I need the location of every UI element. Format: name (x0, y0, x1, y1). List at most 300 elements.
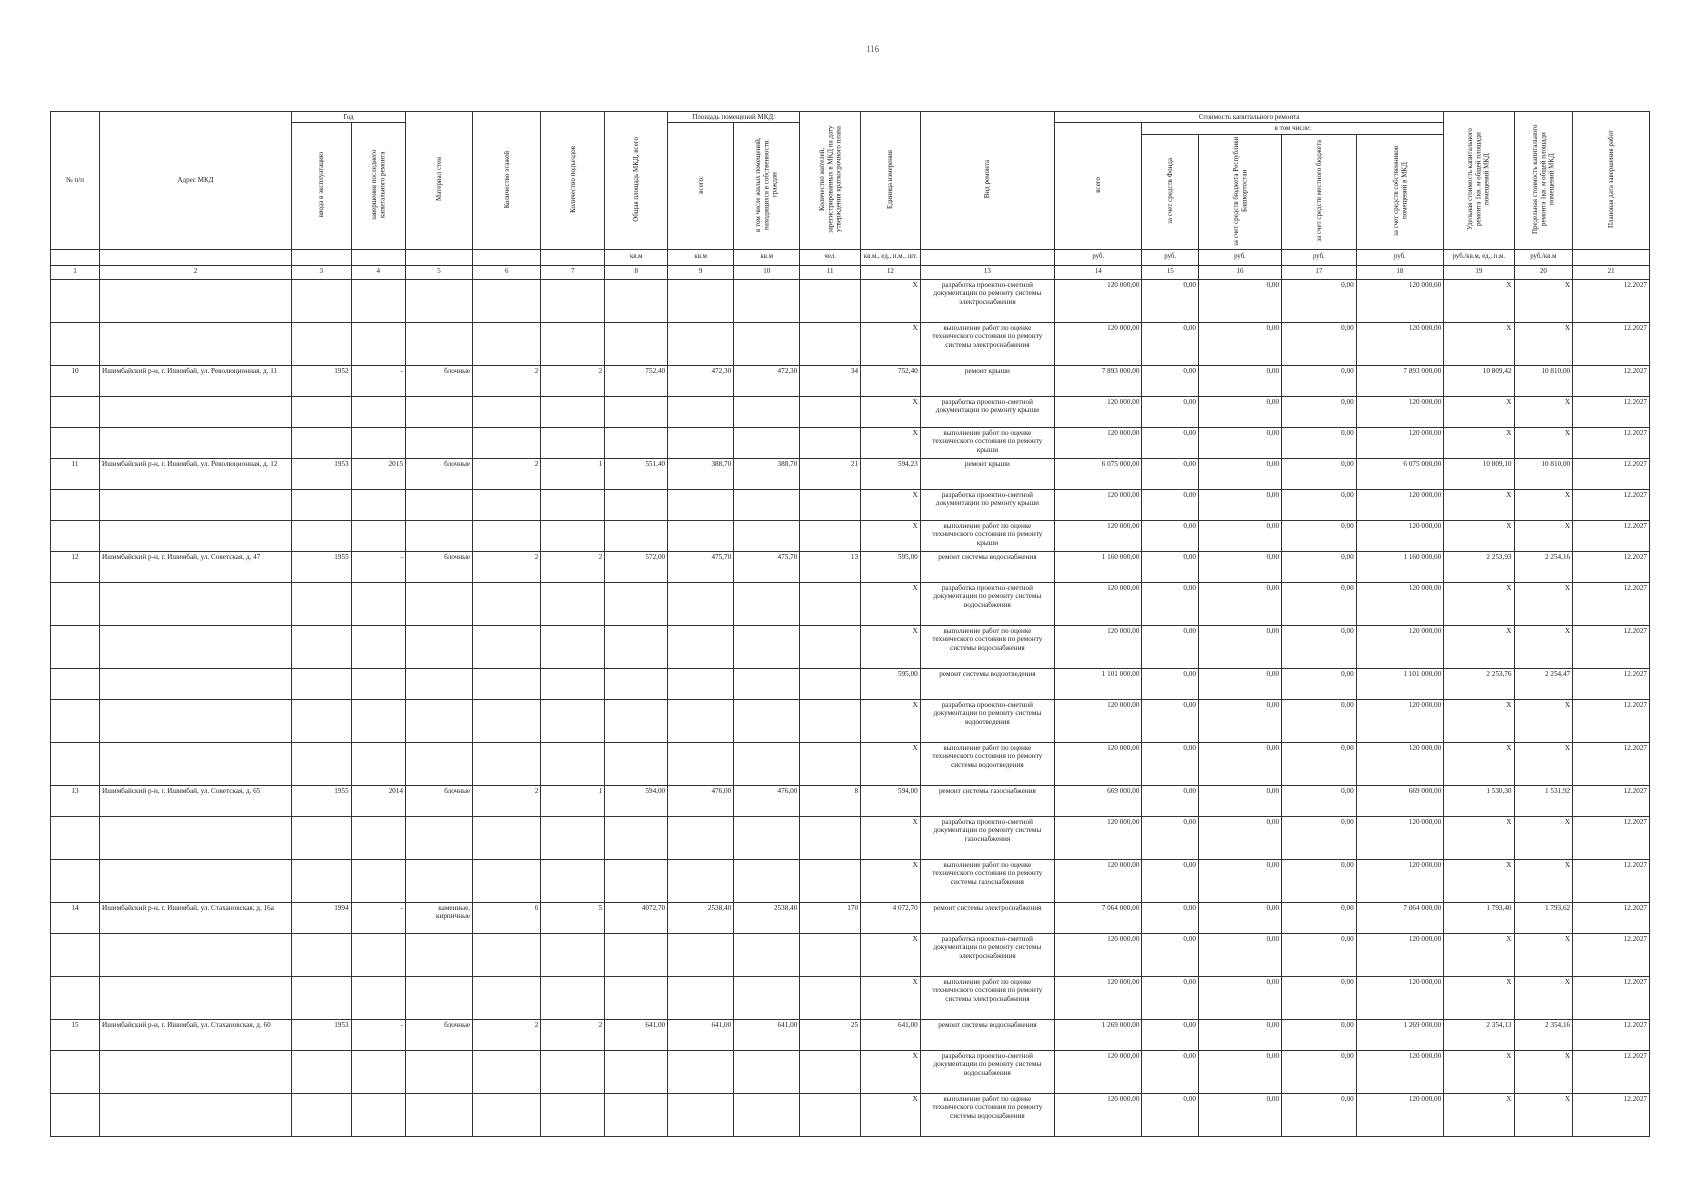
cost-owners-cell: 120 000,00 (1356, 933, 1443, 976)
total-area-cell: 4072,70 (605, 902, 668, 933)
premises-residential-cell (734, 816, 800, 859)
total-area-cell (605, 699, 668, 742)
year-last-repair-cell (351, 742, 405, 785)
entrances-cell (541, 1050, 605, 1093)
premises-residential-cell: 476,00 (734, 785, 800, 816)
address-cell: Ишимбайский р-н, г. Ишимбай, ул. Стахановская, д. 60 (100, 1019, 292, 1050)
planned-date-cell: 12.2027 (1573, 699, 1650, 742)
premises-residential-cell (734, 582, 800, 625)
residents-cell: 13 (800, 551, 861, 582)
year-last-repair-cell (351, 279, 405, 322)
column-index: 20 (1514, 265, 1573, 279)
wall-material-cell: блочные (405, 551, 472, 582)
cost-region-cell: 0,00 (1198, 699, 1281, 742)
planned-date-cell: 12.2027 (1573, 322, 1650, 365)
cost-region-cell: 0,00 (1198, 279, 1281, 322)
row-number-cell (51, 668, 100, 699)
planned-date-cell: 12.2027 (1573, 396, 1650, 427)
premises-residential-cell (734, 976, 800, 1019)
specific-cost-cell: X (1444, 489, 1514, 520)
cost-owners-cell: 120 000,00 (1356, 859, 1443, 902)
unit-cell: кв.м., ед., п.м., шт. (861, 249, 921, 265)
premises-residential-cell (734, 699, 800, 742)
entrances-cell (541, 976, 605, 1019)
quantity-cell: X (861, 582, 921, 625)
header-max-cost: Предельная стоимость капитального ремонта 1кв. м общей площади помещений МКД (1514, 112, 1573, 250)
premises-residential-cell (734, 520, 800, 551)
max-cost-cell: X (1514, 816, 1573, 859)
header-n: № п/п (51, 112, 100, 250)
wall-material-cell (405, 396, 472, 427)
floors-cell (473, 625, 541, 668)
premises-residential-cell (734, 396, 800, 427)
quantity-cell: X (861, 1093, 921, 1136)
cost-total-cell: 120 000,00 (1055, 976, 1142, 1019)
unit-cell: чел. (800, 249, 861, 265)
cost-local-cell: 0,00 (1282, 742, 1357, 785)
premises-residential-cell: 388,70 (734, 458, 800, 489)
premises-residential-cell (734, 1050, 800, 1093)
specific-cost-cell: 2 253,76 (1444, 668, 1514, 699)
row-number-cell: 14 (51, 902, 100, 933)
cost-fund-cell: 0,00 (1142, 625, 1198, 668)
premises-residential-cell (734, 279, 800, 322)
premises-residential-cell (734, 1093, 800, 1136)
row-number-cell (51, 859, 100, 902)
premises-total-cell (668, 668, 734, 699)
year-commission-cell (291, 668, 351, 699)
cost-fund-cell: 0,00 (1142, 933, 1198, 976)
cost-fund-cell: 0,00 (1142, 322, 1198, 365)
premises-total-cell (668, 859, 734, 902)
residents-cell: 170 (800, 902, 861, 933)
row-number-cell (51, 489, 100, 520)
cost-local-cell: 0,00 (1282, 625, 1357, 668)
table-row (51, 785, 1650, 816)
residents-cell (800, 322, 861, 365)
column-index: 14 (1055, 265, 1142, 279)
total-area-cell (605, 427, 668, 458)
entrances-cell (541, 427, 605, 458)
specific-cost-cell: X (1444, 1093, 1514, 1136)
table-row (51, 976, 1650, 1019)
max-cost-cell: X (1514, 1093, 1573, 1136)
premises-total-cell (668, 1093, 734, 1136)
year-last-repair-cell: - (351, 1019, 405, 1050)
year-commission-cell (291, 279, 351, 322)
cost-total-cell: 120 000,00 (1055, 859, 1142, 902)
specific-cost-cell: X (1444, 699, 1514, 742)
residents-cell (800, 668, 861, 699)
max-cost-cell: X (1514, 933, 1573, 976)
unit-cell (100, 249, 292, 265)
address-cell (100, 742, 292, 785)
premises-residential-cell: 2538,40 (734, 902, 800, 933)
wall-material-cell (405, 933, 472, 976)
cost-owners-cell: 120 000,00 (1356, 699, 1443, 742)
max-cost-cell: 1 531,92 (1514, 785, 1573, 816)
cost-owners-cell: 1 269 000,00 (1356, 1019, 1443, 1050)
floors-cell (473, 489, 541, 520)
year-commission-cell (291, 742, 351, 785)
entrances-cell (541, 933, 605, 976)
header-entrances: Количество подъездов (541, 112, 605, 250)
premises-total-cell (668, 933, 734, 976)
floors-cell (473, 322, 541, 365)
quantity-cell: 594,23 (861, 458, 921, 489)
total-area-cell (605, 742, 668, 785)
address-cell: Ишимбайский р-н, г. Ишимбай, ул. Революционная, д. 12 (100, 458, 292, 489)
repair-type-cell: выполнение работ по оценке технического состояния по ремонту крыши (920, 520, 1054, 551)
cost-fund-cell: 0,00 (1142, 1093, 1198, 1136)
premises-total-cell: 388,70 (668, 458, 734, 489)
max-cost-cell: X (1514, 427, 1573, 458)
floors-cell: 2 (473, 551, 541, 582)
repair-type-cell: выполнение работ по оценке технического состояния по ремонту системы водоснабжения (920, 625, 1054, 668)
max-cost-cell: X (1514, 859, 1573, 902)
wall-material-cell: блочные (405, 1019, 472, 1050)
planned-date-cell: 12.2027 (1573, 816, 1650, 859)
specific-cost-cell: X (1444, 816, 1514, 859)
address-cell (100, 1050, 292, 1093)
table-row (51, 1019, 1650, 1050)
residents-cell: 21 (800, 458, 861, 489)
planned-date-cell: 12.2027 (1573, 1050, 1650, 1093)
entrances-cell: 2 (541, 365, 605, 396)
row-number-cell (51, 322, 100, 365)
cost-region-cell: 0,00 (1198, 976, 1281, 1019)
total-area-cell: 641,00 (605, 1019, 668, 1050)
specific-cost-cell: X (1444, 1050, 1514, 1093)
quantity-cell: X (861, 1050, 921, 1093)
cost-total-cell: 120 000,00 (1055, 699, 1142, 742)
column-index: 11 (800, 265, 861, 279)
planned-date-cell: 12.2027 (1573, 976, 1650, 1019)
residents-cell (800, 699, 861, 742)
year-commission-cell (291, 582, 351, 625)
repair-type-cell: выполнение работ по оценке технического состояния по ремонту системы водоотведения (920, 742, 1054, 785)
floors-cell (473, 816, 541, 859)
header-premises-residential: в том числе жилых помещений, находящихся в собственности граждан (734, 123, 800, 250)
premises-residential-cell (734, 859, 800, 902)
table-body (51, 279, 1650, 1136)
cost-total-cell: 6 075 000,00 (1055, 458, 1142, 489)
row-number-cell (51, 1050, 100, 1093)
address-cell (100, 816, 292, 859)
cost-local-cell: 0,00 (1282, 859, 1357, 902)
specific-cost-cell: X (1444, 933, 1514, 976)
total-area-cell: 594,00 (605, 785, 668, 816)
planned-date-cell: 12.2027 (1573, 582, 1650, 625)
address-cell (100, 582, 292, 625)
cost-local-cell: 0,00 (1282, 933, 1357, 976)
wall-material-cell (405, 742, 472, 785)
address-cell (100, 279, 292, 322)
entrances-cell (541, 668, 605, 699)
header-total-area: Общая площадь МКД, всего (605, 112, 668, 250)
total-area-cell: 551,40 (605, 458, 668, 489)
address-cell (100, 520, 292, 551)
header-year-group: Год (291, 112, 405, 123)
premises-total-cell (668, 489, 734, 520)
wall-material-cell (405, 816, 472, 859)
entrances-cell (541, 859, 605, 902)
unit-cell: руб. (1198, 249, 1281, 265)
specific-cost-cell: 10 809,42 (1444, 365, 1514, 396)
cost-total-cell: 7 064 000,00 (1055, 902, 1142, 933)
cost-owners-cell: 120 000,00 (1356, 816, 1443, 859)
cost-region-cell: 0,00 (1198, 427, 1281, 458)
cost-region-cell: 0,00 (1198, 625, 1281, 668)
cost-owners-cell: 120 000,00 (1356, 976, 1443, 1019)
table-header (51, 112, 1650, 280)
repair-type-cell: разработка проектно-сметной документации по ремонту системы водоотведения (920, 699, 1054, 742)
unit-cell: руб. (1055, 249, 1142, 265)
max-cost-cell: 10 810,00 (1514, 365, 1573, 396)
header-year-commission: ввода в эксплуатацию (291, 123, 351, 250)
header-cost-local: за счет средств местного бюджета (1282, 134, 1357, 249)
cost-owners-cell: 669 000,00 (1356, 785, 1443, 816)
column-index: 12 (861, 265, 921, 279)
cost-total-cell: 120 000,00 (1055, 520, 1142, 551)
column-index: 19 (1444, 265, 1514, 279)
quantity-cell: X (861, 816, 921, 859)
unit-cell (920, 249, 1054, 265)
floors-cell (473, 520, 541, 551)
cost-fund-cell: 0,00 (1142, 365, 1198, 396)
planned-date-cell: 12.2027 (1573, 933, 1650, 976)
cost-owners-cell: 120 000,00 (1356, 322, 1443, 365)
planned-date-cell: 12.2027 (1573, 785, 1650, 816)
cost-region-cell: 0,00 (1198, 365, 1281, 396)
residents-cell (800, 859, 861, 902)
cost-owners-cell: 120 000,00 (1356, 742, 1443, 785)
planned-date-cell: 12.2027 (1573, 279, 1650, 322)
year-commission-cell: 1952 (291, 365, 351, 396)
repair-type-cell: выполнение работ по оценке технического состояния по ремонту системы газоснабжения (920, 859, 1054, 902)
repair-plan-sheet (50, 111, 1650, 1137)
specific-cost-cell: 1 793,40 (1444, 902, 1514, 933)
floors-cell: 2 (473, 1019, 541, 1050)
cost-local-cell: 0,00 (1282, 582, 1357, 625)
year-last-repair-cell: - (351, 551, 405, 582)
row-number-cell: 12 (51, 551, 100, 582)
entrances-cell (541, 699, 605, 742)
table-row (51, 816, 1650, 859)
residents-cell (800, 1050, 861, 1093)
cost-fund-cell: 0,00 (1142, 458, 1198, 489)
total-area-cell (605, 1050, 668, 1093)
repair-type-cell: ремонт системы водоснабжения (920, 1019, 1054, 1050)
cost-region-cell: 0,00 (1198, 902, 1281, 933)
row-number-cell (51, 976, 100, 1019)
wall-material-cell: блочные (405, 458, 472, 489)
specific-cost-cell: X (1444, 625, 1514, 668)
quantity-cell: X (861, 742, 921, 785)
floors-cell (473, 976, 541, 1019)
residents-cell (800, 396, 861, 427)
max-cost-cell: X (1514, 699, 1573, 742)
cost-owners-cell: 120 000,00 (1356, 489, 1443, 520)
residents-cell (800, 279, 861, 322)
header-address: Адрес МКД (100, 112, 292, 250)
cost-region-cell: 0,00 (1198, 582, 1281, 625)
quantity-cell: X (861, 859, 921, 902)
year-last-repair-cell (351, 1050, 405, 1093)
total-area-cell (605, 976, 668, 1019)
wall-material-cell (405, 520, 472, 551)
wall-material-cell (405, 1093, 472, 1136)
cost-fund-cell: 0,00 (1142, 551, 1198, 582)
address-cell (100, 859, 292, 902)
cost-total-cell: 120 000,00 (1055, 489, 1142, 520)
table-row (51, 582, 1650, 625)
premises-total-cell: 2538,40 (668, 902, 734, 933)
residents-cell (800, 625, 861, 668)
cost-region-cell: 0,00 (1198, 1019, 1281, 1050)
cost-local-cell: 0,00 (1282, 365, 1357, 396)
premises-total-cell (668, 427, 734, 458)
entrances-cell (541, 742, 605, 785)
unit-cell: кв.м (605, 249, 668, 265)
floors-cell (473, 1050, 541, 1093)
header-year-last-repair: завершения последнего капитального ремонта (351, 123, 405, 250)
specific-cost-cell: X (1444, 976, 1514, 1019)
wall-material-cell (405, 489, 472, 520)
quantity-cell: 752,40 (861, 365, 921, 396)
wall-material-cell (405, 1050, 472, 1093)
entrances-cell (541, 396, 605, 427)
wall-material-cell: блочные (405, 785, 472, 816)
entrances-cell (541, 1093, 605, 1136)
unit-cell (541, 249, 605, 265)
column-index: 9 (668, 265, 734, 279)
cost-region-cell: 0,00 (1198, 816, 1281, 859)
cost-fund-cell: 0,00 (1142, 668, 1198, 699)
cost-total-cell: 1 269 000,00 (1055, 1019, 1142, 1050)
table-row (51, 859, 1650, 902)
quantity-cell: X (861, 489, 921, 520)
row-number-cell (51, 1093, 100, 1136)
table-row (51, 458, 1650, 489)
planned-date-cell: 12.2027 (1573, 1019, 1650, 1050)
planned-date-cell: 12.2027 (1573, 458, 1650, 489)
cost-region-cell: 0,00 (1198, 1093, 1281, 1136)
table-row (51, 520, 1650, 551)
header-repair-type: Вид ремонта (920, 112, 1054, 250)
year-commission-cell: 1953 (291, 458, 351, 489)
premises-total-cell: 641,00 (668, 1019, 734, 1050)
max-cost-cell: 10 810,00 (1514, 458, 1573, 489)
column-index: 21 (1573, 265, 1650, 279)
year-last-repair-cell (351, 582, 405, 625)
unit-cell: руб. (1282, 249, 1357, 265)
entrances-cell (541, 582, 605, 625)
year-commission-cell (291, 1050, 351, 1093)
total-area-cell (605, 625, 668, 668)
entrances-cell: 1 (541, 785, 605, 816)
year-commission-cell (291, 322, 351, 365)
cost-fund-cell: 0,00 (1142, 859, 1198, 902)
cost-region-cell: 0,00 (1198, 520, 1281, 551)
max-cost-cell: X (1514, 1050, 1573, 1093)
column-index: 17 (1282, 265, 1357, 279)
header-cost-owners: за счет средств собственников помещений в МКД (1356, 134, 1443, 249)
total-area-cell (605, 396, 668, 427)
cost-owners-cell: 120 000,00 (1356, 520, 1443, 551)
row-number-cell: 10 (51, 365, 100, 396)
row-number-cell (51, 279, 100, 322)
planned-date-cell: 12.2027 (1573, 902, 1650, 933)
table-row (51, 365, 1650, 396)
cost-total-cell: 1 101 000,00 (1055, 668, 1142, 699)
repair-type-cell: разработка проектно-сметной документации по ремонту системы электроснабжения (920, 279, 1054, 322)
cost-total-cell: 120 000,00 (1055, 279, 1142, 322)
cost-local-cell: 0,00 (1282, 699, 1357, 742)
column-index: 8 (605, 265, 668, 279)
cost-fund-cell: 0,00 (1142, 396, 1198, 427)
specific-cost-cell: X (1444, 396, 1514, 427)
address-cell (100, 668, 292, 699)
max-cost-cell: X (1514, 976, 1573, 1019)
residents-cell (800, 976, 861, 1019)
planned-date-cell: 12.2027 (1573, 742, 1650, 785)
max-cost-cell: X (1514, 582, 1573, 625)
header-premises-total: всего: (668, 123, 734, 250)
specific-cost-cell: 2 253,93 (1444, 551, 1514, 582)
residents-cell: 25 (800, 1019, 861, 1050)
unit-cell: руб./кв.м (1514, 249, 1573, 265)
specific-cost-cell: X (1444, 520, 1514, 551)
year-commission-cell: 1955 (291, 551, 351, 582)
wall-material-cell (405, 427, 472, 458)
cost-fund-cell: 0,00 (1142, 489, 1198, 520)
header-floors: Количество этажей (473, 112, 541, 250)
header-incl: в том числе: (1142, 123, 1444, 134)
cost-local-cell: 0,00 (1282, 1050, 1357, 1093)
floors-cell (473, 427, 541, 458)
cost-total-cell: 120 000,00 (1055, 1050, 1142, 1093)
entrances-cell: 1 (541, 458, 605, 489)
premises-total-cell: 472,30 (668, 365, 734, 396)
cost-local-cell: 0,00 (1282, 1019, 1357, 1050)
premises-residential-cell (734, 933, 800, 976)
residents-cell (800, 742, 861, 785)
address-cell: Ишимбайский р-н, г. Ишимбай, ул. Советская, д. 47 (100, 551, 292, 582)
quantity-cell: 4 072,70 (861, 902, 921, 933)
max-cost-cell: X (1514, 625, 1573, 668)
floors-cell (473, 668, 541, 699)
quantity-cell: 595,00 (861, 668, 921, 699)
unit-cell: руб./кв.м, ед., п.м. (1444, 249, 1514, 265)
repair-type-cell: ремонт системы водоотведения (920, 668, 1054, 699)
floors-cell (473, 742, 541, 785)
column-index: 18 (1356, 265, 1443, 279)
year-last-repair-cell (351, 816, 405, 859)
total-area-cell (605, 489, 668, 520)
cost-owners-cell: 7 893 000,00 (1356, 365, 1443, 396)
entrances-cell (541, 520, 605, 551)
max-cost-cell: X (1514, 322, 1573, 365)
repair-type-cell: ремонт системы газоснабжения (920, 785, 1054, 816)
column-index: 7 (541, 265, 605, 279)
header-wall-material: Материал стен (405, 112, 472, 250)
row-number-cell (51, 699, 100, 742)
max-cost-cell: 2 254,16 (1514, 551, 1573, 582)
cost-local-cell: 0,00 (1282, 458, 1357, 489)
table-row (51, 699, 1650, 742)
premises-total-cell (668, 582, 734, 625)
